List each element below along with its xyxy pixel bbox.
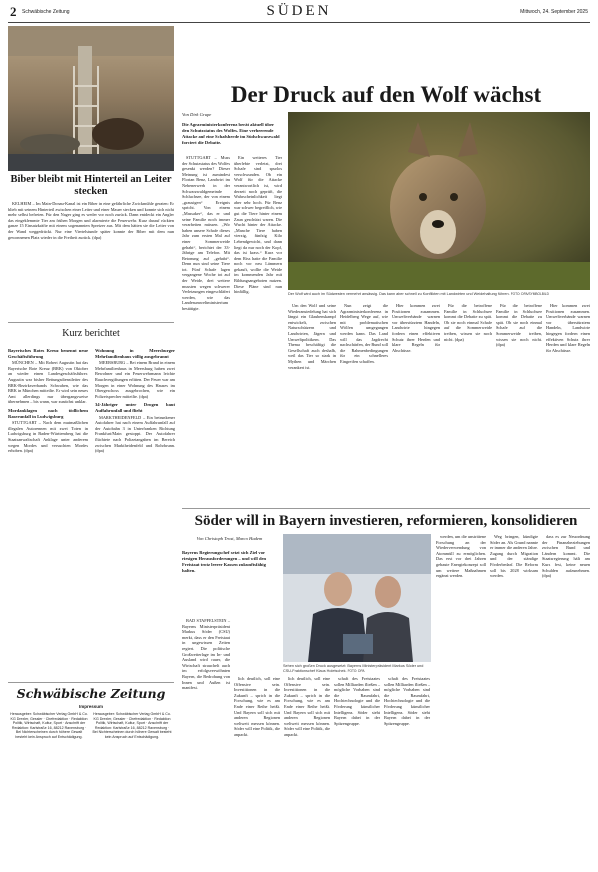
header-rule — [8, 22, 590, 23]
wolf-caption-text: Der Wolf wird auch im Südwesten vermehrt ansässig. Das kann aber schnell zu Konflikten mit Landwirten und Weidehaltung führen. — [288, 292, 510, 296]
soeder-byline: Von Christoph Trost, Marco Hadem — [196, 536, 263, 541]
wolf-column — [340, 303, 388, 503]
wolf-column — [546, 303, 590, 503]
wolf-text: Für die betroffene Familie in Schluchsee kommt die Debatte zu spät. Ob sie noch einmal Schafe auf die Sommerweide treiben, wissen sie noch nicht. (dpa) — [496, 303, 542, 348]
kurz-item-text: MEERSBURG – Bei einem Brand in einem Mehrfamilienhaus in Meersburg haben zwei Bewohner und ein Feuerwehrmann leichte Rauchvergiftungen erlitten. Der Feuer war am Morgen in einer Wohnung des Hauses im Obergeschoss ausgebrochen, wie ein Polizeisprecher mitteilte. (dpa) — [95, 360, 175, 399]
kurz-item-headline: Mordanklagen nach tödlichem Raserunfall in Ludwigsburg — [8, 407, 88, 419]
soeder-caption-text: Sehen sich großen Druck ausgesetzt: Bayerns Ministerpräsident Markus Söder und CSU-Fraktionschef Klaus Holetschek. — [283, 664, 424, 673]
soeder-text: Weg bringen, kündigte Söder an. Als Grund nannte er immer die anderen Jahre. Zugang durch Migration und der ständige Förderbedarf. Die Reform soll bis 2028 wirksam werden. — [490, 534, 538, 579]
biber-body — [8, 201, 174, 319]
soeder-lead: Bayerns Regierungschef setzt sich Ziel vor riesigen Herausforderungen – und will den Freistaat trotz leerer Kassen zukunftsfähig halten. — [182, 550, 267, 573]
wolf-text: Um den Wolf und seine Wiederansiedelung hat sich längst ein Glaubenskampf entwickelt, zwischen Naturschützern und Landwirten, Jägern und Umweltpolitikern. Das Thema beschäftigt die Gesellschaft auch deshalb, weil das Tier so stark in Mythen und Märchen verankert ist. — [288, 303, 336, 370]
newspaper-logo: Schwäbische Zeitung — [16, 686, 166, 701]
wolf-text: Hier kommen zwei Positionen zusammen. Umweltverbände warnen vor überstürztem Handeln, Landwirte hingegen fordern einen effektiven Schutz ihrer Herden und klare Regeln für Abschüsse. — [392, 303, 440, 353]
soeder-column — [334, 676, 380, 864]
imprint-text-left: Herausgeber: Schwäbischer Verlag GmbH & Co. KG Drexler, Gessler · Chefredaktion · Redaktion Politik, Wirtschaft, Kultur, Sport · Anschrift der Redaktion: Karlstraße 16, 88212 Ravensburg · Bei Nichterscheinen durch höhere Gewalt besteht kein Anspruch auf Entschädigung. — [10, 712, 88, 739]
wolf-column — [234, 155, 282, 305]
divider — [8, 322, 174, 323]
soeder-column — [182, 618, 230, 864]
soeder-column — [542, 534, 590, 864]
kurz-item-headline: Wohnung in Meersburger Mehrfamilienhaus völlig ausgebrannt — [95, 348, 175, 359]
soeder-text: dass es zur Neuordnung der Finanzbeziehungen zwischen Bund und Ländern kommt. Die Staatsregierung hält am Kurs fest, keine neuen Schulden aufzunehmen. (dpa) — [542, 534, 590, 579]
section-title: SÜDEN — [266, 3, 332, 19]
wolf-caption — [288, 292, 590, 297]
wolf-photo-credit: FOTO: DPA/SYMBOLBILD — [510, 292, 549, 296]
wolf-column — [444, 303, 492, 503]
soeder-text: lich deutlich, soll eine Offensive sein. Investitionen in die Zukunft – sprich in die Forschung, wie es am Ende einer Reihe heißt. Und Bayern soll sich mit anderen Regionen weltweit messen können. Söder will eine Politik, die anpackt. — [234, 676, 280, 737]
wolf-lead: Die Agrarministerkonferenz berät aktuell über den Schutzstatus des Wolfes. Eine verheerende Attacke auf eine Schafsherde im Südschwarzwald forciert die Debatte. — [182, 122, 280, 145]
wolf-text: Ein weiteres Tier überlebte verletzt, drei Schafe sind spurlos verschwunden. Ob ein Wolf für die Attacke verantwortlich ist, wird derzeit noch geprüft, die Wahrscheinlichkeit liegt aber sehr hoch. Für Benz war schwer begreiflich, wie gut die Tiere hinter einem Zaun geschützt waren. Die Wucht hinter der Attacke. „Manche Tiere haben vierzig, fünfzig Kilo Lebendgewicht, und dann liegt da nur noch der Kopf, das ist krass.“ Kurz vor dem Riss hatte die Familie noch vor neu Lämmern gekauft, wollte die Weide im kommenden Jahr mit Bildungsangeboten nutzen. Diese Pläne sind nun hinfällig. — [234, 155, 282, 295]
soeder-caption — [283, 664, 431, 674]
soeder-photo — [283, 534, 431, 662]
wolf-text: Hier kommen zwei Positionen zusammen. Umweltverbände warnen vor überstürztem Handeln, Landwirte hingegen fordern einen effektiven Schutz ihrer Herden und klare Regeln für Abschüsse. — [546, 303, 590, 353]
soeder-text: schaft des Freistaates sollen Milliarden fließen – mögliche Vorhaben sind die Raumfahrt, Hochtechnologie und die Förderung künstlicher Intelligenz. Söder sieht Bayern dabei in der Spitzengruppe. — [334, 676, 380, 726]
soeder-headline: Söder will in Bayern investieren, reformieren, konsolidieren — [194, 513, 578, 529]
wolf-photo — [288, 112, 590, 290]
wolf-headline: Der Druck auf den Wolf wächst — [230, 82, 542, 107]
divider — [182, 508, 590, 509]
wolf-column — [392, 303, 440, 503]
imprint-title: Impressum — [78, 704, 103, 709]
kurz-column-right — [95, 345, 175, 680]
page-number: 2 — [10, 4, 17, 19]
soeder-column — [234, 676, 280, 864]
biber-text: KELHEIM – Im Main-Donau-Kanal ist ein Biber in eine gefährliche Zwickmühle geraten: Er blieb mit seinem Hinterteil zwischen einer Leiter und einer Mauer stecken und konnte sich nicht mehr selbst befreien. Für den Nager ging es weder vor noch zurück. Dann entdeckt ein Angler das eingeklemmte Tier am frühen Morgen und alarmierte die Feuerwehr. Kurz darauf rückten ganze 15 Einsatzkräfte mit einem sogenannten Spreizer aus. Mit dem hätten sie die Leiter von der Wand weggedrückt. Nur eine Viertelstunde später konnte der Biber mit dem nun gewonnenen Platz wieder in die Freiheit zurück. (dpa) — [8, 201, 174, 240]
soeder-text: werden, um die unstrittene Forschung an der Wiederverwendung von Atommüll zu ermöglichen. Das erst vor drei Jahren gebaute Energiekonzept soll um weitere Maßnahmen ergänzt werden. — [436, 534, 486, 579]
kurz-heading: Kurz berichtet — [62, 328, 120, 339]
soeder-column — [490, 534, 538, 864]
soeder-column — [284, 676, 330, 864]
kurz-item-headline: 34-Jähriger unter Drogen baut Auffahrunfall und flieht — [95, 402, 175, 413]
wolf-byline: Von Dirk Grupe — [182, 112, 212, 117]
kurz-item-headline: Bayerisches Rotes Kreuz benennt neue Geschäftsführung — [8, 348, 88, 359]
kurz-item-text: MÜNCHEN – Mit Robert Augustin hat das Bayerische Rote Kreuz (BRK) von Oktober an wieder einen Landesgeschäftsführer. Augustin war bisher Rettungsdienstleiter des BRK-Bezirksverbands Schwaben, wie das BRK in München mitteilte. Er wird sein neues Amt allerdings nur übergangsweise übernehmen – bis wann, war zunächst unklar. — [8, 360, 88, 405]
soeder-column — [436, 534, 486, 864]
biber-headline: Biber bleibt mit Hinterteil an Leiter stecken — [10, 174, 172, 197]
issue-date: Mittwoch, 24. September 2025 — [520, 9, 588, 15]
soeder-column — [384, 676, 430, 864]
kurz-item-text: MARKTHEIDENFELD – Ein betrunkener Autofahrer hat nach einem Auffahrunfall auf der Autobahn 3 in Unterfranken Richtung Frankfurt/Main gestoppt. Der Autofahrer flüchtete nach Polizeiangaben im Bereich zwischen Marktheidenfeld und Rohrbrunn. (dpa) — [95, 414, 175, 454]
soeder-text: schaft des Freistaates sollen Milliarden fließen – mögliche Vorhaben sind die Raumfahrt, Hochtechnologie und die Förderung künstlicher Intelligenz. Söder sieht Bayern dabei in der Spitzengruppe. — [384, 676, 430, 726]
wolf-column — [496, 303, 542, 503]
kurz-column-left — [8, 345, 88, 680]
kurz-item-text: STUTTGART – Nach dem mutmaßlichen illegalen Autorennen mit zwei Toten in Ludwigsburg in Baden-Württemberg hat die Staatsanwaltschaft Anklage unter anderem wegen Mordes und versuchten Mordes erhoben. (dpa) — [8, 420, 88, 454]
wolf-column — [288, 303, 336, 503]
soeder-photo-credit: FOTO: DPA — [347, 668, 365, 673]
biber-photo — [8, 26, 174, 171]
paper-name: Schwäbische Zeitung — [22, 9, 70, 15]
wolf-text: STUTTGART – Muss der Schutzstatus des Wolfes gesenkt werden? Dieser Meinung ist zumindest Florian Benz, Landwirt im Nebenerwerb in der Schwarzwaldgemeinde Schluchsee, der von einem „grausigen“ Ereignis spricht. Von einem „Massaker“, das er und seine Familie noch immer verarbeiten müssen. „Wir haben unsere Schafe dieses Jahr zum ersten Mal auf einer Sommerweide gehabt“, berichtet der 33-Jährige am Telefon. Mit Betonung auf „gehabt“. Denn nun sind seine Tiere tot. Fünf Schafe lagen vergangene Woche tot auf der Weide, drei weitere mussten wegen schwerer Verletzungen eingeschläfert werden, wie das Landesumweltministerium bestätigte. — [182, 155, 230, 312]
soeder-text: BAD STAFFELSTEIN – Bayerns Ministerpräsident Markus Söder (CSU) merkt, dass er den Freistaat in ungewissen Zeiten regiert. Die politische Großwetterlage im In- und Ausland wird rauer, die Wirtschaft strauchelt auch im erfolgsverwöhnten Bayern, die Bedrohung von Innen und Außen ist manifest. — [182, 618, 230, 691]
wolf-text: Nun zeigt die Agrarministerkonferenz in Heidelberg Wege auf, wie mit problematischen Wölfen umgegangen werden kann. Das Land will das Jagdrecht nachschärfen, der Bund soll die Rahmenbedingungen für ein schnelleres Eingreifen schaffen. — [340, 303, 388, 364]
wolf-text: Für die betroffene Familie in Schluchsee kommt die Debatte zu spät. Ob sie noch einmal Schafe auf die Sommerweide treiben, wissen sie noch nicht. (dpa) — [444, 303, 492, 342]
wolf-column — [182, 155, 230, 312]
soeder-text: lich deutlich, soll eine Offensive sein. Investitionen in die Zukunft – sprich in die Forschung, wie es am Ende einer Reihe heißt. Und Bayern soll sich mit anderen Regionen weltweit messen können. Söder will eine Politik, die anpackt. — [284, 676, 330, 737]
imprint-text-right: Herausgeber: Schwäbischer Verlag GmbH & Co. KG Drexler, Gessler · Chefredaktion · Redaktion Politik, Wirtschaft, Kultur, Sport · Anschrift der Redaktion: Karlstraße 16, 88212 Ravensburg · Bei Nichterscheinen durch höhere Gewalt besteht kein Anspruch auf Entschädigung. — [92, 712, 172, 739]
divider — [8, 682, 174, 683]
